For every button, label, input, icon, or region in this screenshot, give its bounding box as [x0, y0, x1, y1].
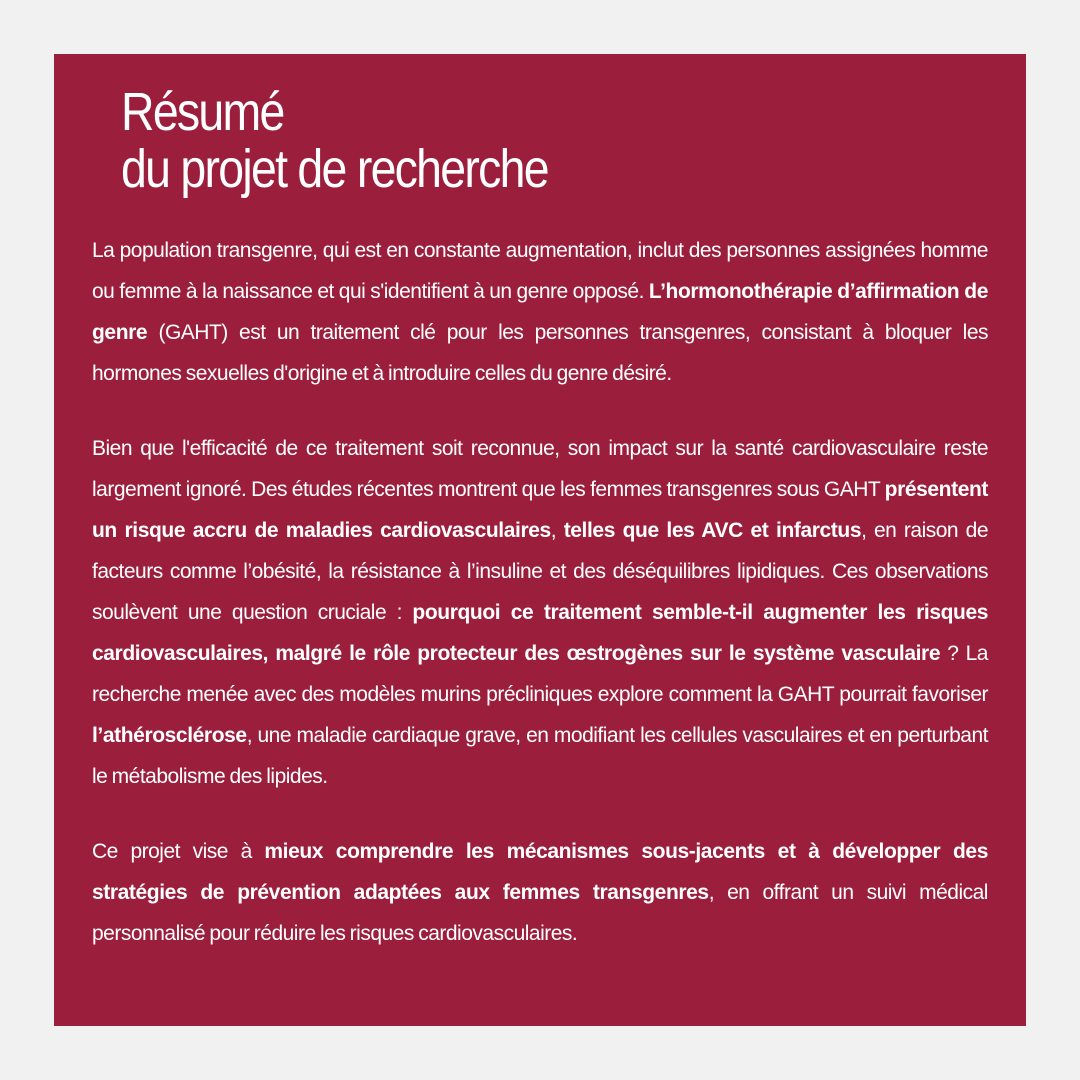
text-segment: La population transgenre, qui est en constante augmentation, inclut des personnes assignées homme ou femme à la naissance et qui s'identifient à un genre opposé. [92, 239, 988, 303]
text-segment: ? La recherche menée avec des modèles murins précliniques explore comment la GAHT pourrait favoriser [92, 642, 988, 706]
text-segment-bold: pourquoi ce traitement semble-t-il augmenter les risques cardiovasculaires, malgré le rôle protecteur des œstrogènes sur le système vasculaire [92, 601, 989, 665]
title-line-2: du projet de recherche [121, 139, 548, 199]
text-segment: Bien que l'efficacité de ce traitement soit reconnue, son impact sur la santé cardiovasculaire reste largement ignoré. Des études récentes montrent que les femmes transgenres sous GAHT [92, 437, 988, 501]
text-segment: , en raison de facteurs comme l’obésité, la résistance à l’insuline et des déséquilibres lipidiques. Ces observations soulèvent une question cruciale : [92, 519, 988, 624]
text-segment: , en offrant un suivi médical personnalisé pour réduire les risques cardiovasculaires. [92, 881, 988, 945]
text-segment: , [550, 519, 564, 542]
summary-body [92, 230, 988, 954]
text-segment-bold: l’athérosclérose [92, 724, 247, 747]
paragraph-context [92, 428, 988, 797]
paragraph-objective [92, 831, 988, 954]
paragraph-intro [92, 230, 988, 394]
text-segment: Ce projet vise à [92, 840, 265, 863]
page-title [121, 84, 548, 198]
text-segment: (GAHT) est un traitement clé pour les personnes transgenres, consistant à bloquer les hormones sexuelles d'origine et à introduire celles du genre désiré. [92, 321, 988, 385]
text-segment-bold: présentent un risque accru de maladies cardiovasculaires [92, 478, 988, 542]
text-segment-bold: telles que les AVC et infarctus [563, 519, 862, 542]
summary-card [54, 54, 1026, 1026]
text-segment: , une maladie cardiaque grave, en modifiant les cellules vasculaires et en perturbant le métabolisme des lipides. [92, 724, 988, 788]
text-segment-bold: L’hormonothérapie d’affirmation de genre [92, 280, 988, 344]
title-line-1: Résumé [121, 82, 284, 142]
text-segment-bold: mieux comprendre les mécanismes sous-jacents et à développer des stratégies de prévention adaptées aux femmes transgenres [92, 840, 988, 904]
